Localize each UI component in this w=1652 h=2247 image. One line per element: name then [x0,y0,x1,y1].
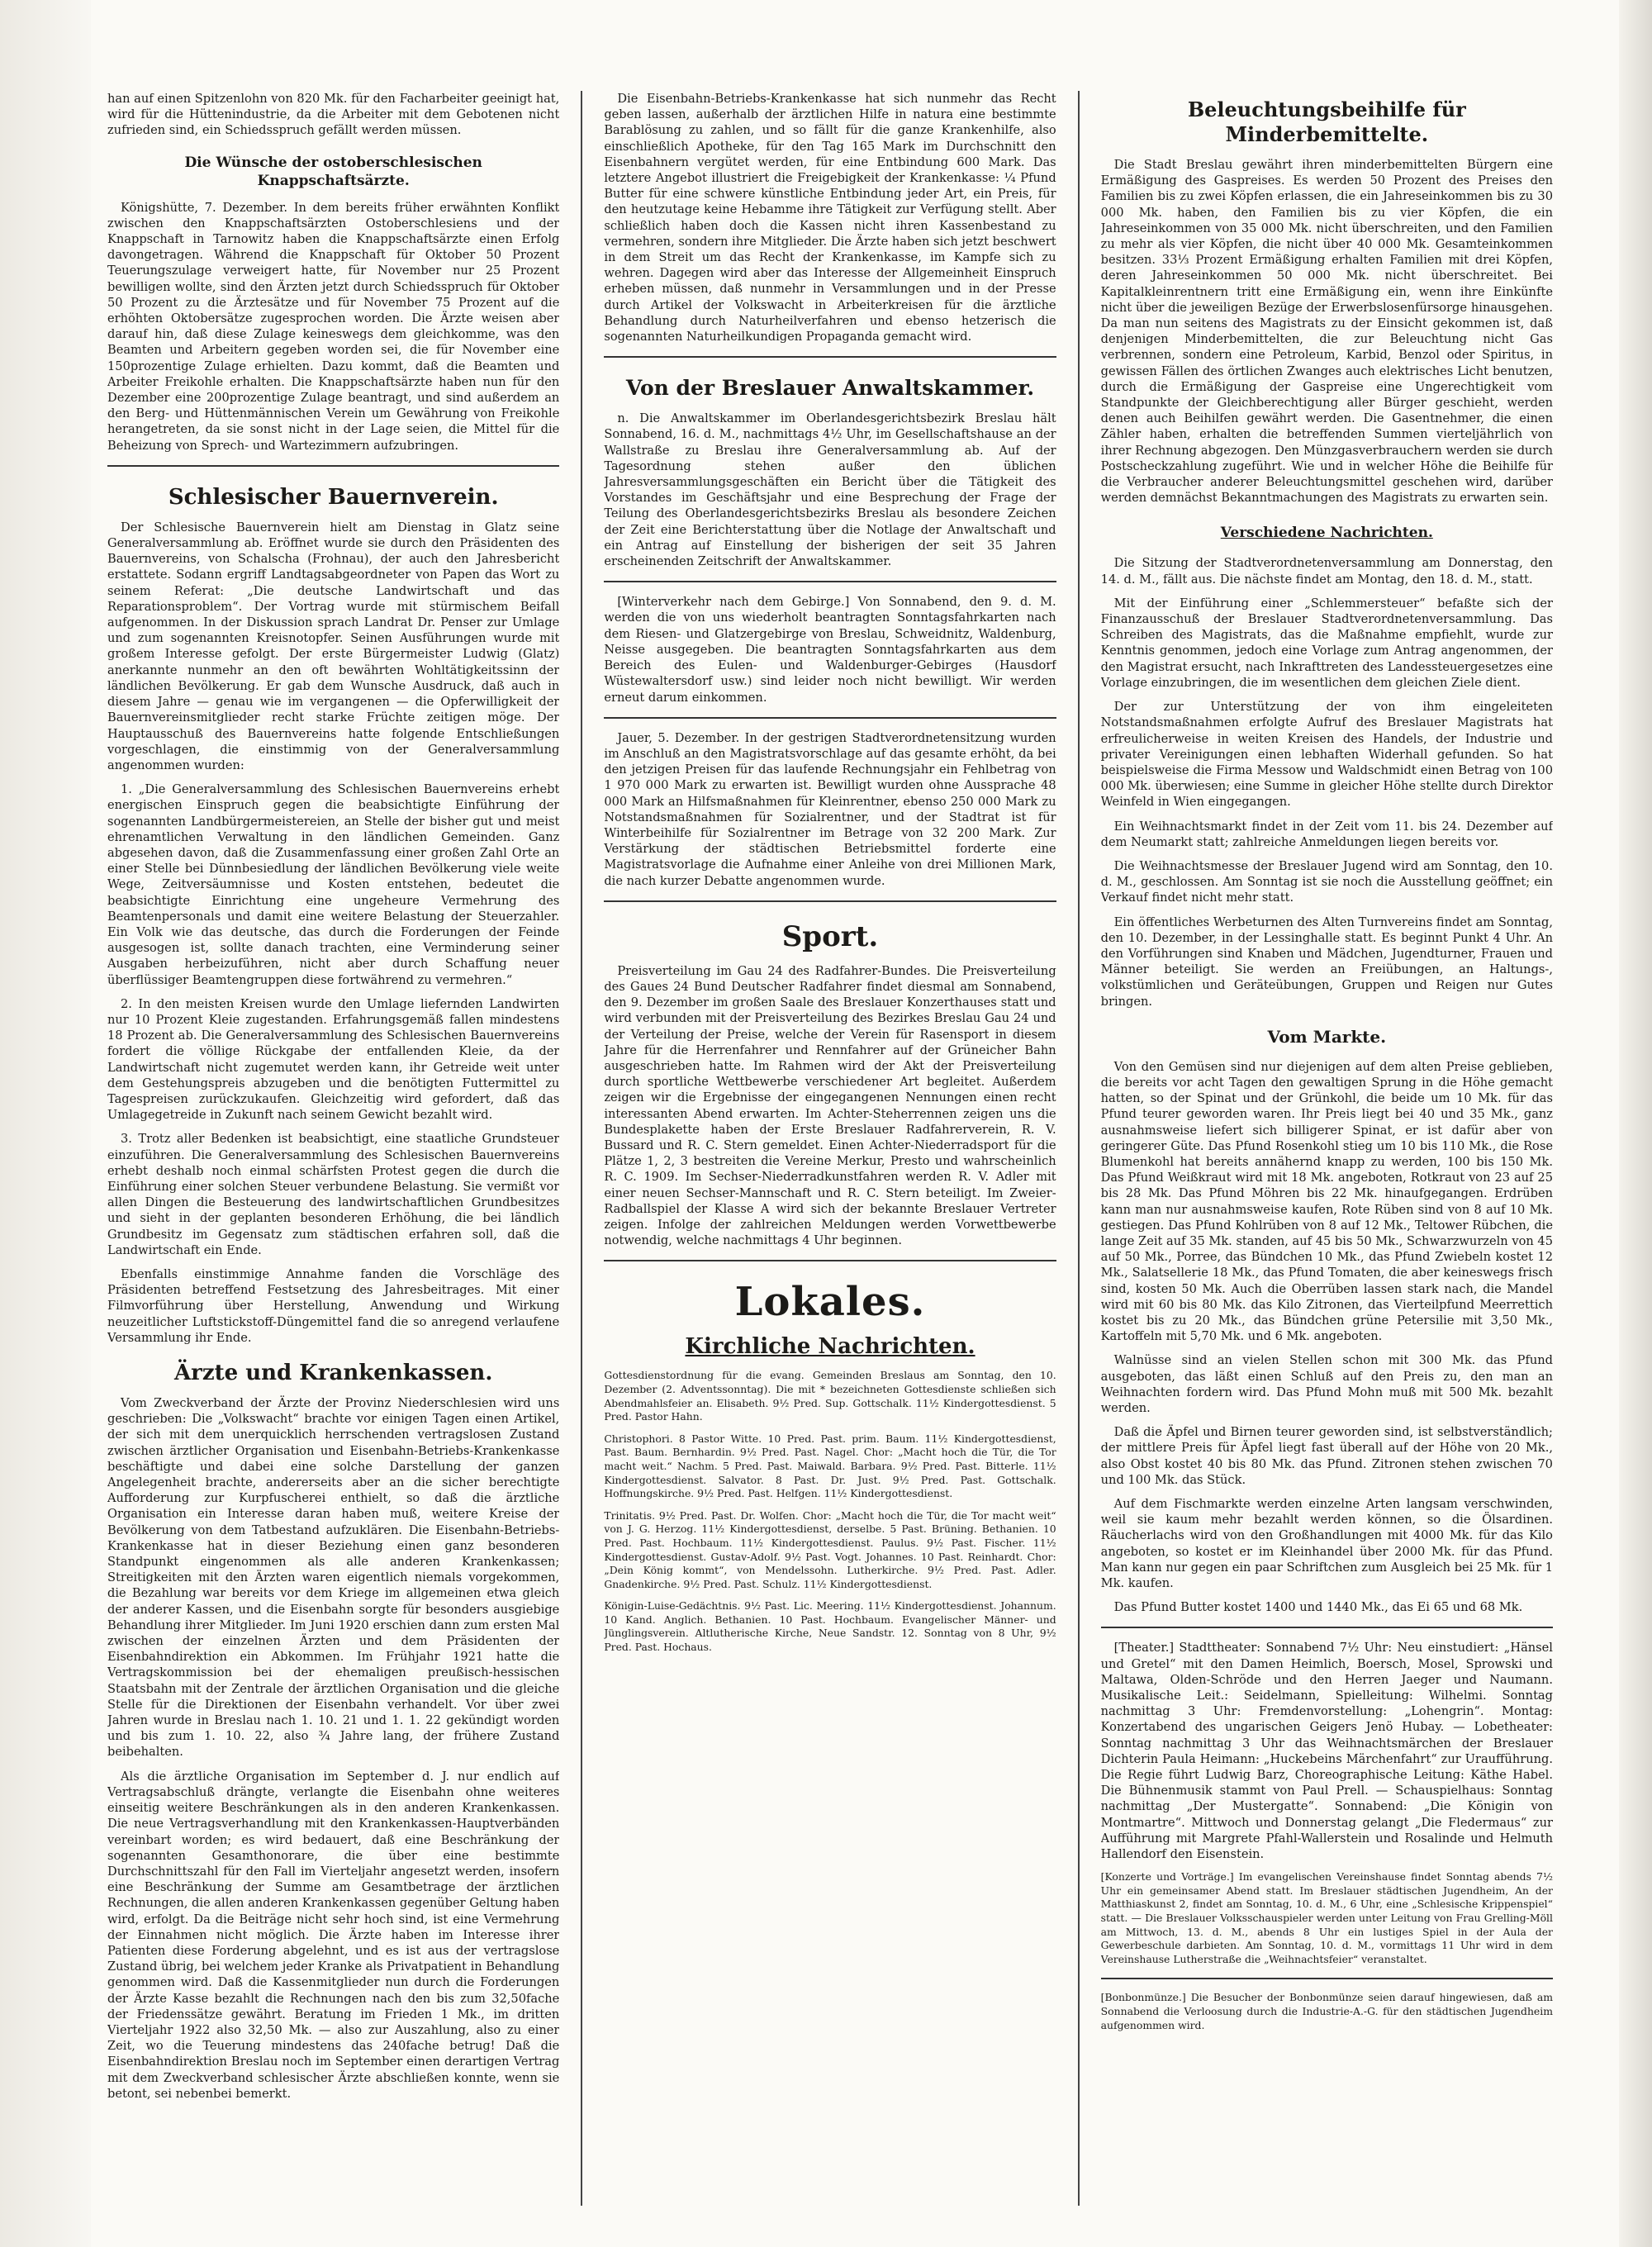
right-margin [1619,0,1652,2247]
concert-notices: [Konzerte und Vorträge.] Im evangelischen Vereinshause findet Sonntag abends 7½ Uhr ein gemeinsamer Abend statt. Im Breslauer städtischen Jugendheim, An der Matthiaskunst 2, findet am Sonntag, 10. d. M., 6 Uhr, eine „Schlesische Krippenspiel“ statt. — Die Breslauer Volksschauspieler werden unter Leitung von Frau Grelling-Möll am Mittwoch, 13. d. M., abends 8 Uhr ein lustiges Spiel in der Aula der Gewerbeschule darbieten. Am Sonntag, 10. d. M., vormittags 11 Uhr wird in dem Vereinshause Lutherstraße die „Weihnachtsfeier“ veranstaltet. [1100,1870,1553,1965]
headline-lokales: Lokales. [734,1279,926,1326]
news-schlemmersteuer: Mit der Einführung einer „Schlemmersteuer“ befaßte sich der Finanzausschuß der Breslauer Stadtverordnetenversammlung. Das Schreiben des Magistrats, das die Maßnahme empfiehlt, wurde zur Kenntnis genommen, jedoch eine Vorlage zum Antrag angenommen, der den Magistrat ersucht, nach Inkrafttreten des Landessteuergesetzes eine Vorlage einzubringen, die im wesentlichen dem gleichen Ziele dient. [1100,596,1553,690]
headline-beleuchtungsbeihilfe: Beleuchtungsbeihilfe für Minderbemittelte. [1187,97,1466,146]
article-winterverkehr: [Winterverkehr nach dem Gebirge.] Von Sonnabend, den 9. d. M. werden die von uns wiederholt beantragten Sonntagsfahrkarten nach dem Riesen- und Glatzergebirge von Breslau, Schweidnitz, Waldenburg, Neisse ausgegeben. Die beantragten Sonntagsfahrkarten aus dem Bereich des Eulen- und Waldenburger-Gebirges (Hausdorf Wüstewaltersdorf usw.) sind leider noch nicht bewilligt. Wir werden erneut darum einkommen. [604,595,1056,705]
column-separator [1078,91,1080,2206]
church-notices-3: Trinitatis. 9½ Pred. Past. Dr. Wolfen. Chor: „Macht hoch die Tür, die Tor macht weit“ von J. G. Herzog. 11½ Kindergottesdienst, derselbe. 5 Past. Brüning. Bethanien. 10 Pred. Past. Hochbaum. 11½ Kindergottesdienst. Paulus. 9½ Past. Fischer. 11½ Kindergottesdienst. Gustav-Adolf. 9½ Past. Vogt. Johannes. 10 Past. Reinhardt. Chor: „Dein König kommt“, von Mendelssohn. Lutherkirche. 9½ Pred. Past. Adler. Gnadenkirche. 9½ Pred. Past. Schulz. 11½ Kindergottesdienst. [604,1508,1056,1590]
headline-anwaltskammer: Von der Breslauer Anwaltskammer. [625,376,1035,401]
divider [604,717,1056,719]
headline-verschiedene-nachrichten: Verschiedene Nachrichten. [1220,525,1433,542]
article-sport: Preisverteilung im Gau 24 des Radfahrer-Bundes. Die Preisverteilung des Gaues 24 Bund Deutscher Radfahrer findet diesmal am Sonnabend, den 9. Dezember im großen Saale des Breslauer Konzerthauses statt und wird verbunden mit der Preisverteilung des Bezirkes Breslau Gau 24 und der Verteilung der Preise, welche der Verein für Rasensport in diesem Jahre für die Herrenfahrer und Rennfahrer auf der Grüneicher Bahn ausgeschrieben hatte. Im Rahmen wird der Akt der Preisverteilung durch sportliche Wettbewerbe verschiedener Art begleitet. Außerdem zeigen wir die Ergebnisse der eingegangenen Nennungen einen recht interessanten Abend erwarten. Im Achter-Steherrennen zeigen uns die Bundesplakette haben der Erste Breslauer Radfahrerverein, R. V. Bussard und R. C. Stern gemeldet. Einen Achter-Niederradsport für die Plätze 1, 2, 3 bestreiten die Vereine Merkur, Presto und wahrscheinlich R. C. 1909. Im Sechser-Niederradkunstfahren werden R. V. Adler mit einer neuen Sechser-Mannschaft und R. C. Stern beteiligt. Im Zweier-Radballspiel der Klasse A wird sich der bekannte Breslauer Vertreter zeigen. Infolge der zahlreichen Meldungen werden Vorwettbewerbe notwendig, welche nachmittags 4 Uhr beginnen. [604,963,1056,1248]
headline-aerzte: Ärzte und Krankenkassen. [173,1361,493,1386]
article-bauernverein-5: Ebenfalls einstimmige Annahme fanden die Vorschläge des Präsidenten betreffend Festsetzung des Jahresbeitrages. Mit einer Filmvorführung über Herstellung, Anwendung und Wirkung neuzeitlicher Luftstickstoff-Düngemittel fand die so anregend verlaufene Versammlung ihr Ende. [107,1267,560,1345]
headline-sport: Sport. [781,919,879,953]
headline-vom-markte: Vom Markte. [1267,1026,1387,1047]
article-knappschaft: Königshütte, 7. Dezember. In dem bereits früher erwähnten Konflikt zwischen den Knappschaftsärzten Ostoberschlesiens und der Knappschaft in Tarnowitz haben die Knappschaftsärzte einen Erfolg davongetragen. Während die Knappschaft für Oktober 50 Prozent Teuerungszulage verweigert hatte, für November nur 25 Prozent bewilligen wollte, sind den Ärzten jetzt durch Schiedsspruch für Oktober 50 Prozent zu die Ärztesätze und für November 75 Prozent auf die erhöhten Oktobersätze zugesprochen worden. Die Ärzte weisen aber darauf hin, daß diese Zulage keineswegs dem gleichkomme, was den Beamten und Arbeitern gegeben worden sei, die für November eine 150prozentige Zulage erhielten. Dazu kommt, daß die Beamten und Arbeiter Freikohle erhalten. Die Knappschaftsärzte haben nun für den Dezember eine 200prozentige Zulage beantragt, und sind außerdem an den Berg- und Hüttenmännischen Verein um Gewährung von Freikohle herangetreten, da sie sonst nicht in der Lage seien, die Mittel für die Beheizung von Sprech- und Wartezimmern aufzubringen. [107,200,560,453]
left-margin [0,0,91,2247]
article-jauer: Jauer, 5. Dezember. In der gestrigen Stadtverordnetensitzung wurden im Anschluß an den Magistratsvorschlage auf das gesamte erhöht, da bei den jetzigen Preisen für das laufende Rechnungsjahr ein Fehlbetrag von 1 970 000 Mark zu erwarten ist. Bewilligt wurden ohne Aussprache 48 000 Mark an Hilfsmaßnahmen für Kleinrentner, ebenso 250 000 Mark zu Notstandsmaßnahmen für Sozialrentner, und der Stadtrat ist für Winterbeihilfe für Sozialrentner im Betrage von 32 200 Mark. Zur Verstärkung der städtischen Betriebsmittel forderte eine Magistratsvorlage die Aufnahme einer Anleihe von drei Millionen Mark, die nach kurzer Debatte angenommen wurde. [604,730,1056,888]
divider [604,581,1056,582]
article-eisenbahn: Die Eisenbahn-Betriebs-Krankenkasse hat sich nunmehr das Recht geben lassen, außerhalb der ärztlichen Hilfe in natura eine bestimmte Barablösung zu zahlen, und so fällt für die ganze Krankenhilfe, also einschließlich Apotheke, für den Tag 165 Mark im Durchschnitt den Eisenbahnern vergütet werden, für eine Entbindung 600 Mark. Das letztere Angebot illustriert die Freigebigkeit der Krankenkasse: ¼ Pfund Butter für eine schwere künstliche Entbindung jeder Art, ein Preis, für den heutzutage keine Hebamme ihre Tätigkeit zur Verfügung stellt. Aber schließlich haben doch die Kassen nicht ihren Kassenbestand zu vermehren, sondern ihre Mitglieder. Die Ärzte haben sich jetzt beschwert in dem Streit um das Recht der Krankenkasse, im Kampfe sich zu wehren. Dagegen wird aber das Interesse der Allgemeinheit Einspruch erheben müssen, daß nunmehr in Versammlungen und in der Presse durch Artikel der Volkswacht in Arbeiterkreisen für die ärztliche Behandlung durch Naturheilverfahren und ebenso hetzerisch die sogenannten Naturheilkundigen Propaganda gemacht wird. [604,92,1056,344]
headline-kirchliche-nachrichten: Kirchliche Nachrichten. [685,1334,976,1360]
article-bauernverein-1: Der Schlesische Bauernverein hielt am Dienstag in Glatz seine Generalversammlung ab. Eröffnet wurde sie durch den Präsidenten des Bauernvereins, von Schalscha (Frohnau), der auch den Jahresbericht erstattete. Sodann ergriff Landtagsabgeordneter von Papen das Wort zu seinem Referat: „Die deutsche Landwirtschaft und das Reparationsproblem“. Der Vortrag wurde mit stürmischem Beifall aufgenommen. In der Diskussion sprach Landrat Dr. Penser zur Umlage und zum sogenannten Kreisnotopfer. Seinen Ausführungen wurde mit großem Interesse gefolgt. Der erste Bürgermeister Ludwig (Glatz) anerkannte nunmehr an den oft bewährten Wohltätigkeitssinn der ländlichen Bevölkerung. Er gab dem Wunsche Ausdruck, daß auch in diesem Jahre — genau wie im vergangenen — die Opferwilligkeit der Bauernvereinsmitglieder recht starke Früchte zeitigen möge. Der Hauptausschuß des Bauernvereins hatte folgende Entschließungen vorgeschlagen, die einstimmig von der Generalversammlung angenommen wurden: [107,520,560,772]
news-weihnachtsmarkt: Ein Weihnachtsmarkt findet in der Zeit vom 11. bis 24. Dezember auf dem Neumarkt statt; zahlreiche Anmeldungen liegen bereits vor. [1100,819,1553,849]
column-2 [604,91,1056,2206]
divider [107,465,559,467]
article-bauernverein-2: 1. „Die Generalversammlung des Schlesischen Bauernvereins erhebt energischen Einspruch gegen die beabsichtigte Einführung der sogenannten Landbürgermeistereien, an Stelle der bisher gut und meist ehrenamtlichen Verwaltung in den ländlichen Gemeinden. Ganz abgesehen davon, daß die Zusammenfassung einer großen Zahl Orte an einer Stelle bei Dünnbesiedlung der ländlichen Bevölkerung viele weite Wege, Zeitversäumnisse und Kosten entstehen, bedeutet die beabsichtigte Einrichtung eine ungeheure Vermehrung des Beamtenpersonals und damit eine weitere Belastung der Steuerzahler. Ein Volk wie das deutsche, das durch die Forderungen der Feinde ausgesogen ist, sollte danach trachten, eine Verminderung seiner Ausgaben herbeizuführen, nicht aber durch Schaffung neuer überflüssiger Beamtengruppen diese fortwährend zu vermehren.“ [107,782,560,987]
divider [1101,1627,1553,1628]
news-stadtverordnete: Die Sitzung der Stadtverordnetenversammlung am Donnerstag, den 14. d. M., fällt aus. Die nächste findet am Montag, den 18. d. M., statt. [1100,556,1553,587]
market-vegetables: Von den Gemüsen sind nur diejenigen auf dem alten Preise geblieben, die bereits vor acht Tagen den gewaltigen Sprung in die Höhe gemacht hatten, so der Spinat und der Grünkohl, die beide um 10 Mk. für das Pfund teurer geworden waren. Ihr Preis liegt bei 40 und 35 Mk., ganz ausnahmsweise liefert sich billigerer Spinat, er ist dafür aber von geringerer Güte. Das Pfund Rosenkohl stieg um 10 bis 110 Mk., die Rose Blumenkohl hat bereits annähernd knapp zu werden, 100 bis 150 Mk. Das Pfund Weißkraut wird mit 18 Mk. angeboten, Rotkraut von 23 auf 25 bis 28 Mk. Das Pfund Möhren bis 22 Mk. hinaufgegangen. Erdrüben kann man nur ausnahmsweise kaufen, Rote Rüben sind von 8 auf 10 Mk. gestiegen. Das Pfund Kohlrüben von 8 auf 12 Mk., Teltower Rübchen, die lange Zeit auf 35 Mk. standen, auf 45 bis 50 Mk., Schwarzwurzeln von 45 auf 50 Mk., Porree, das Bündchen 10 Mk., das Pfund Zwiebeln kostet 12 Mk., Salatsellerie 18 Mk., das Pfund Tomaten, die aber keineswegs frisch sind, kosten 50 Mk. Auch die Oberrüben lassen stark nach, die Mandel wird mit 60 bis 80 Mk. das Kilo Zitronen, das Vierteilpfund Meerrettich kostet bis zu 20 Mk., das Bündchen grüne Petersilie mit 3,50 Mk., Kartoffeln mit 5,70 Mk. und 6 Mk. angeboten. [1100,1059,1553,1344]
market-butter: Das Pfund Butter kostet 1400 und 1440 Mk., das Ei 65 und 68 Mk. [1113,1600,1523,1615]
church-notices-1: Gottesdienstordnung für die evang. Gemeinden Breslaus am Sonntag, den 10. Dezember (2. Adventssonntag). Die mit * bezeichneten Gottesdienste schließen sich Abendmahlsfeier an. Elisabeth. 9½ Pred. Sup. Gottschalk. 11½ Kindergottesdienst. 5 Pred. Pastor Hahn. [604,1369,1056,1423]
article-bauernverein-4: 3. Trotz aller Bedenken ist beabsichtigt, eine staatliche Grundsteuer einzuführen. Die Generalversammlung des Schlesischen Bauernvereins erhebt deshalb noch einmal schärfsten Protest gegen die durch die Einführung einer solchen Steuer verbundene Belastung. Sie vermißt vor allen Dingen die Besteuerung des landwirtschaftlichen Grundbesitzes und sieht in der geplanten besonderen Erhöhung, die bei ländlich Grundbesitz im Gegensatz zum städtischen erfahren soll, daß die Landwirtschaft ein Ende. [107,1132,560,1257]
column-separator [581,91,582,2206]
divider [604,356,1056,358]
article-anwaltskammer: n. Die Anwaltskammer im Oberlandesgerichtsbezirk Breslau hält Sonnabend, 16. d. M., nachmittags 4½ Uhr, im Gesellschaftshause an der Wallstraße zu Breslau ihre Generalversammlung ab. Auf der Tagesordnung stehen außer den üblichen Jahresversammlungsgeschäften ein Bericht über die Tätigkeit des Vorstandes im Geschäftsjahr und eine Besprechung der Frage der Teilung des Oberlandesgerichtsbezirks Breslau als besondere Zeichen der Zeit eine Berichterstattung über die Notlage der Anwaltschaft und ein Antrag auf Einstellung der bisherigen der seit 35 Jahren erscheinenden Zeitschrift der Anwaltskammer. [604,411,1056,569]
market-fruit: Daß die Äpfel und Birnen teurer geworden sind, ist selbstverständlich; der mittlere Preis für Äpfel liegt fast überall auf der Höhe von 20 Mk., also Obst kostet 40 bis 80 Mk. das Pfund. Zitronen stehen zwischen 70 und 100 Mk. das Stück. [1100,1425,1553,1487]
article-continuation: han auf einen Spitzenlohn von 820 Mk. für den Facharbeiter geeinigt hat, wird für die Hüttenindustrie, da die Arbeiter mit dem Gebotenen nicht zufrieden sind, ein Schiedsspruch gefällt werden müssen. [107,92,560,138]
news-notstand: Der zur Unterstützung der von ihm eingeleiteten Notstandsmaßnahmen erfolgte Aufruf des Breslauer Magistrats hat erfreulicherweise in weiten Kreisen des Handels, der Industrie und privater Vereinigungen einen lebhaften Widerhall gefunden. So hat beispielsweise die Firma Messow und Waldschmidt einen Betrag von 100 000 Mk. überwiesen; eine Summe in gleicher Höhe stellte durch Direktor Weinfeld in Wien eingegangen. [1100,700,1553,810]
divider [604,900,1056,902]
divider [1101,1978,1553,1979]
church-notices-4: Königin-Luise-Gedächtnis. 9½ Past. Lic. Meering. 11½ Kindergottesdienst. Johannum. 10 Kand. Anglich. Bethanien. 10 Past. Hochbaum. Evangelischer Männer- und Jünglingsverein. Altlutherische Kirche, Neue Sandstr. 12. Sonntag von 8 Uhr, 9½ Pred. Past. Hochaus. [604,1599,1056,1654]
theater-notices: [Theater.] Stadttheater: Sonnabend 7½ Uhr: Neu einstudiert: „Hänsel und Gretel“ mit den Damen Heimlich, Boersch, Mosel, Sprowski und Maltawa, Olden-Schröde und den Herren Jaeger und Naumann. Musikalische Leit.: Seidelmann, Spielleitung: Wilhelmi. Sonntag nachmittag 3 Uhr: Fremdenvorstellung: „Lohengrin“. Montag: Konzertabend des ungarischen Geigers Jenö Hubay. — Lobetheater: Sonntag nachmittag 3 Uhr das Weihnachtsmärchen der Breslauer Dichterin Paula Heimann: „Huckebeins Märchenfahrt“ zur Uraufführung. Die Regie führt Ludwig Barz, Choreographische Leitung: Käthe Habel. Die Bühnenmusik stammt von Paul Prell. — Schauspielhaus: Sonntag nachmittag „Der Mustergatte“. Sonnabend: „Die Königin von Montmartre“. Mittwoch und Donnerstag gelangt „Die Fledermaus“ zur Aufführung mit Margrete Pfahl-Wallerstein und Rosalinde und Helmuth Hallendorf den Eisenstein. [1100,1641,1553,1862]
news-werbeturnen: Ein öffentliches Werbeturnen des Alten Turnvereins findet am Sonntag, den 10. Dezember, in der Lessinghalle statt. Es beginnt Punkt 4 Uhr. An den Vorführungen sind Knaben und Mädchen, Jugendturner, Frauen und Männer beteiligt. Sie werden an Freiübungen, an Haltungs-, volkstümlichen und Geräteübungen, Gruppen und Reigen nur Gutes bringen. [1100,914,1553,1009]
article-bauernverein-3: 2. In den meisten Kreisen wurde den Umlage liefernden Landwirten nur 10 Prozent Kleie zugestanden. Erfahrungsgemäß fallen mindestens 18 Prozent ab. Die Generalversammlung des Schlesischen Bauernvereins fordert die völlige Rückgabe der entfallenden Kleie, da der Landwirtschaft nicht zugemutet werden kann, ihr Getreide weit unter dem Gestehungspreis abzugeben und die benötigten Futtermittel zu Tagespreisen zurückzukaufen. Gleichzeitig wird gefordert, daß das Umlagegetreide in Zukunft nach seinem Gewicht bezahlt wird. [107,996,560,1123]
divider [604,1260,1056,1261]
church-notices-2: Christophori. 8 Pastor Witte. 10 Pred. Past. prim. Baum. 11½ Kindergottesdienst, Past. Baum. Bernhardin. 9½ Pred. Past. Nagel. Chor: „Macht hoch die Tür, die Tor macht weit.“ Nachm. 5 Pred. Past. Maiwald. Barbara. 9½ Pred. Past. Bitterle. 11½ Kindergottesdienst. Salvator. 8 Past. Dr. Just. 9½ Pred. Past. Gottschalk. Hoffnungskirche. 9½ Pred. Past. Helfgen. 11½ Kindergottesdienst. [604,1432,1056,1500]
headline-bauernverein: Schlesischer Bauernverein. [168,484,499,510]
article-aerzte-1: Vom Zweckverband der Ärzte der Provinz Niederschlesien wird uns geschrieben: Die „Volkswacht“ brachte vor einigen Tagen einen Artikel, der sich mit dem unerquicklich herrschenden vertragslosen Zustand zwischen ärztlicher Organisation und Eisenbahn-Betriebs-Krankenkasse beschäftigte und dabei eine solche Darstellung der ganzen Angelegenheit brachte, andererseits aber an die sicher berechtigte Aufforderung zur Kurpfuscherei enthielt, so daß die ärztliche Organisation ein Interesse daran haben muß, weitere Kreise der Bevölkerung von dem Tatbestand aufzuklären. Die Eisenbahn-Betriebs-Krankenkasse hat in dieser Beziehung einen ganz besonderen Standpunkt eingenommen als alle anderen Krankenkassen; Streitigkeiten mit den Ärzten waren eigentlich niemals vorgekommen, die Bezahlung war bereits vor dem Kriege im allgemeinen etwa gleich der anderer Kassen, und die Eisenbahn sorgte für besonders ausgiebige Behandlung ihrer Mitglieder. Im Juni 1920 erschien dann zum ersten Mal zwischen der einzelnen Ärzten und dem Präsidenten der Eisenbahndirektion ein Abkommen. Im Frühjahr 1921 hatte die Vertragskommission bei der ehemaligen preußisch-hessischen Staatsbahn mit der Zentrale der ärztlichen Organisation und die gleiche Stelle für die Direktionen der Eisenbahn verhandelt. Vor über zwei Jahren wurde in Breslau nach 1. 10. 21 und 1. 1. 22 gekündigt worden und bis zum 1. 10. 22, also ¾ Jahre lang, der frühere Zustand beibehalten. [107,1396,560,1760]
news-weihnachtsmesse: Die Weihnachtsmesse der Breslauer Jugend wird am Sonntag, den 10. d. M., geschlossen. Am Sonntag ist sie noch die Ausstellung geöffnet; ein Verkauf findet nicht mehr statt. [1100,858,1553,905]
market-fish: Auf dem Fischmarkte werden einzelne Arten langsam verschwinden, weil sie kaum mehr bezahlt werden können, so die Ölsardinen. Räucherlachs wird von den Großhandlungen mit 4000 Mk. für das Kilo angeboten, so kostet er im Kleinhandel über 2000 Mk. für das Pfund. Man kann nur gegen ein paar Schriftchen zum Ausgleich bei 25 Mk. für 1 Mk. kaufen. [1100,1497,1553,1591]
column-3 [1101,91,1553,2206]
headline-knappschaft: Die Wünsche der ostoberschlesischen Knappschaftsärzte. [184,154,482,189]
market-nuts: Walnüsse sind an vielen Stellen schon mit 300 Mk. das Pfund ausgeboten, das läßt einen Schluß auf den Preis zu, den man an Weihnachten fordern wird. Das Pfund Mohn muß mit 500 Mk. bezahlt werden. [1100,1353,1553,1416]
newspaper-page [107,91,1553,2206]
column-1 [107,91,559,2206]
bonbon-notice: [Bonbonmünze.] Die Besucher der Bonbonmünze seien darauf hingewiesen, daß am Sonnabend die Verloosung durch die Industrie-A.-G. für den städtischen Jugendheim aufgenommen wird. [1100,1991,1553,2031]
article-beleuchtungsbeihilfe: Die Stadt Breslau gewährt ihren minderbemittelten Bürgern eine Ermäßigung des Gaspreises. Es werden 50 Prozent des Preises den Familien bis zu zwei Köpfen erlassen, die ein Jahreseinkommen bis zu 30 000 Mk. haben, den Familien bis zu vier Köpfen, die ein Jahreseinkommen von 35 000 Mk. nicht überschreiten, und den Familien zu mehr als vier Köpfen, die nicht über 40 000 Mk. Gesamteinkommen besitzen. 33⅓ Prozent Ermäßigung erhalten Familien mit drei Köpfen, deren Jahreseinkommen 50 000 Mk. nicht überschreitet. Bei Kapitalkleinrentnern tritt eine Ermäßigung ein, wenn ihre Einkünfte nicht über die jeweiligen Bezüge der Erwerbslosenfürsorge hinausgehen. Da man nun seitens des Magistrats zu der Einsicht gekommen ist, daß denjenigen Minderbemittelten, die zur Beleuchtung nicht Gas verbrennen, sondern eine Petroleum, Karbid, Benzol oder Spiritus, in gewissen Fällen des örtlichen Zwanges auch elektrisches Licht benutzen, durch die Ermäßigung der Gaspreise eine Ungerechtigkeit vom Standpunkte der Gleichberechtigung aller Bürger geschieht, werden denen auch Beihilfen gewährt werden. Die Gasentnehmer, die einen Zähler haben, erhalten die betreffenden Summen vierteljährlich von ihrer Rechnung abgezogen. Den Münzgasverbrauchern werden sie durch Postscheckzahlung zugeführt. Wie und in welcher Höhe die Beihilfe für die Verbraucher anderer Beleuchtungsmittel geschehen wird, darüber werden demnächst Bekanntmachungen des Magistrats zu erwarten sein. [1100,158,1553,506]
article-aerzte-2: Als die ärztliche Organisation im September d. J. nur endlich auf Vertragsabschluß drängte, verlangte die Eisenbahn ohne weiteres einseitig weitere Beschränkungen als in den anderen Krankenkassen. Die neue Vertragsverhandlung mit den Krankenkassen-Hauptverbänden vereinbart worden; es wird bedauert, daß eine Beschränkung der sogenannten Gesamthonorare, die über eine bestimmte Durchschnittszahl für den Fall im Vierteljahr angesetzt werden, insofern eine Beschränkung der Summe am Gesamtbetrage der ärztlichen Rechnungen, die allen anderen Krankenkassen gegenüber Geltung haben wird, erfolgt. Da die Beiträge nicht sehr hoch sind, ist eine Vermehrung der Einnahmen nicht möglich. Die Ärzte haben im Interesse ihrer Patienten diese Forderung abgelehnt, und es ist aus der vertragslose Zustand übrig, bei welchem jeder Kranke als Privatpatient in Behandlung genommen wird. Daß die Kassenmitglieder nun durch die Forderungen der Ärzte Kasse bezahlt die Rechnungen nach den bis zum 32,50fache der Friedenssätze gewährt. Beratung im Frieden 1 Mk., im dritten Vierteljahr 1922 also 32,50 Mk. — also zur Auszahlung, also zu einer Zeit, wo die Teuerung mindestens das 240fache betrug! Daß die Eisenbahndirektion Breslau noch im September einen derartigen Vertrag mit dem Zweckverband schlesischer Ärzte abschließen konnte, wenn sie betont, sei nebenbei bemerkt. [107,1769,560,2101]
